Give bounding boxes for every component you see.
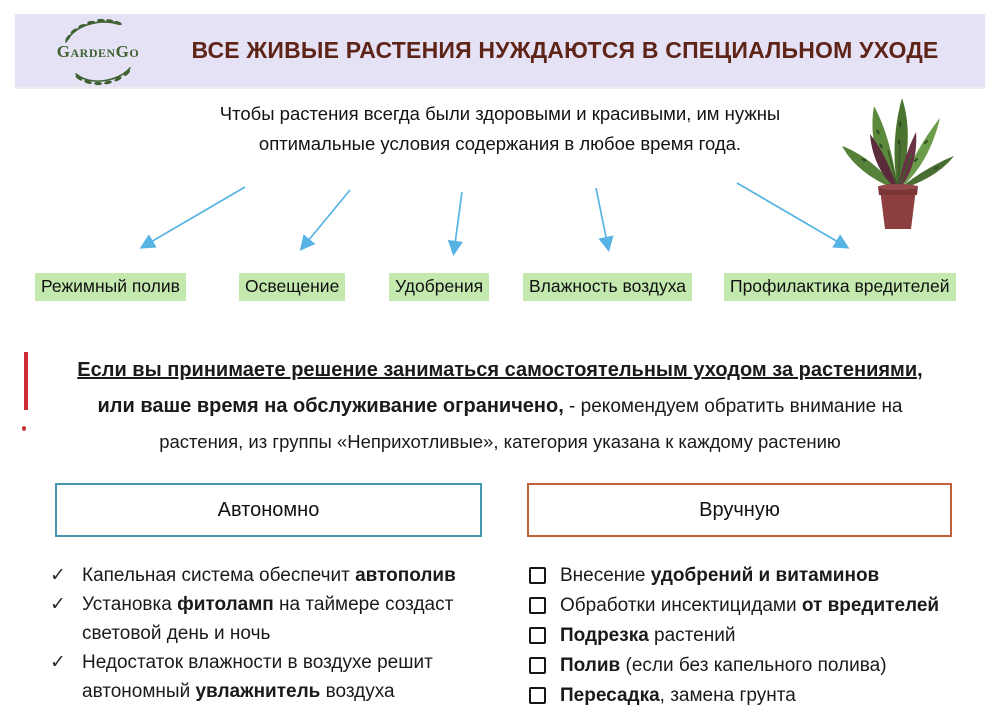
list-item-text: Подрезка растений xyxy=(560,625,736,646)
advice-line-3: растения, из группы «Неприхотливые», категория указана к каждому растению xyxy=(159,431,841,452)
factor-label-watering: Режимный полив xyxy=(35,273,186,301)
factor-label-fertilizer: Удобрения xyxy=(389,273,489,301)
logo-wordmark: GardenGo xyxy=(56,41,140,61)
autonomous-list xyxy=(50,561,500,706)
list-item xyxy=(50,648,500,706)
arrow-to-humidity xyxy=(596,188,608,247)
factor-label-lighting: Освещение xyxy=(239,273,345,301)
list-item-text: Внесение удобрений и витаминов xyxy=(560,565,880,586)
check-icon: ✓ xyxy=(50,594,66,615)
list-item xyxy=(527,561,987,591)
factor-label-humidity: Влажность воздуха xyxy=(523,273,692,301)
arrow-to-pests xyxy=(737,183,845,246)
list-item-text: Обработки инсектицидами от вредителей xyxy=(560,595,940,616)
advice-paragraph xyxy=(40,353,960,461)
advice-line-2-bold: или ваше время на обслуживание ограничено, xyxy=(97,395,564,417)
list-item xyxy=(527,651,987,681)
list-item xyxy=(527,591,987,621)
list-item-text: Недостаток влажности в воздухе решит автономный увлажнитель воздуха xyxy=(82,652,433,702)
list-item xyxy=(527,681,987,711)
list-item-text: Полив (если без капельного полива) xyxy=(560,655,887,676)
autonomous-title: Автономно xyxy=(217,498,320,521)
red-accent-dot xyxy=(22,426,26,431)
checkbox-icon xyxy=(529,627,546,644)
factor-label-pests: Профилактика вредителей xyxy=(724,273,956,301)
arrow-to-watering xyxy=(144,187,245,246)
checkbox-icon xyxy=(529,687,546,704)
manual-header-box xyxy=(527,483,952,537)
arrow-to-lighting xyxy=(303,190,350,247)
advice-line-2-rest: - рекомендуем обратить внимание на xyxy=(563,396,903,417)
intro-text xyxy=(150,99,850,159)
manual-title: Вручную xyxy=(699,498,780,521)
check-icon: ✓ xyxy=(50,652,66,673)
list-item-text: Установка фитоламп на таймере создаст световой день и ночь xyxy=(82,594,454,644)
header-banner xyxy=(15,14,985,87)
list-item xyxy=(50,590,500,648)
intro-line-1: Чтобы растения всегда были здоровыми и красивыми, им нужны xyxy=(219,103,781,124)
list-item-text: Капельная система обеспечит автополив xyxy=(82,565,456,586)
autonomous-header-box xyxy=(55,483,482,537)
manual-list xyxy=(527,561,987,711)
list-item xyxy=(50,561,500,590)
advice-line-1: Если вы принимаете решение заниматься самостоятельным уходом за растениями, xyxy=(77,359,923,381)
page-title: ВСЕ ЖИВЫЕ РАСТЕНИЯ НУЖДАЮТСЯ В СПЕЦИАЛЬНОМ УХОДЕ xyxy=(191,37,939,63)
intro-line-2: оптимальные условия содержания в любое время года. xyxy=(258,133,742,154)
list-item xyxy=(527,621,987,651)
red-accent-bar xyxy=(24,352,28,410)
pointer-arrows xyxy=(0,175,1000,267)
check-icon: ✓ xyxy=(50,565,66,586)
arrow-to-fertilizer xyxy=(454,192,462,251)
list-item-text: Пересадка, замена грунта xyxy=(560,685,796,706)
checkbox-icon xyxy=(529,597,546,614)
checkbox-icon xyxy=(529,657,546,674)
logo xyxy=(33,14,163,87)
checkbox-icon xyxy=(529,567,546,584)
